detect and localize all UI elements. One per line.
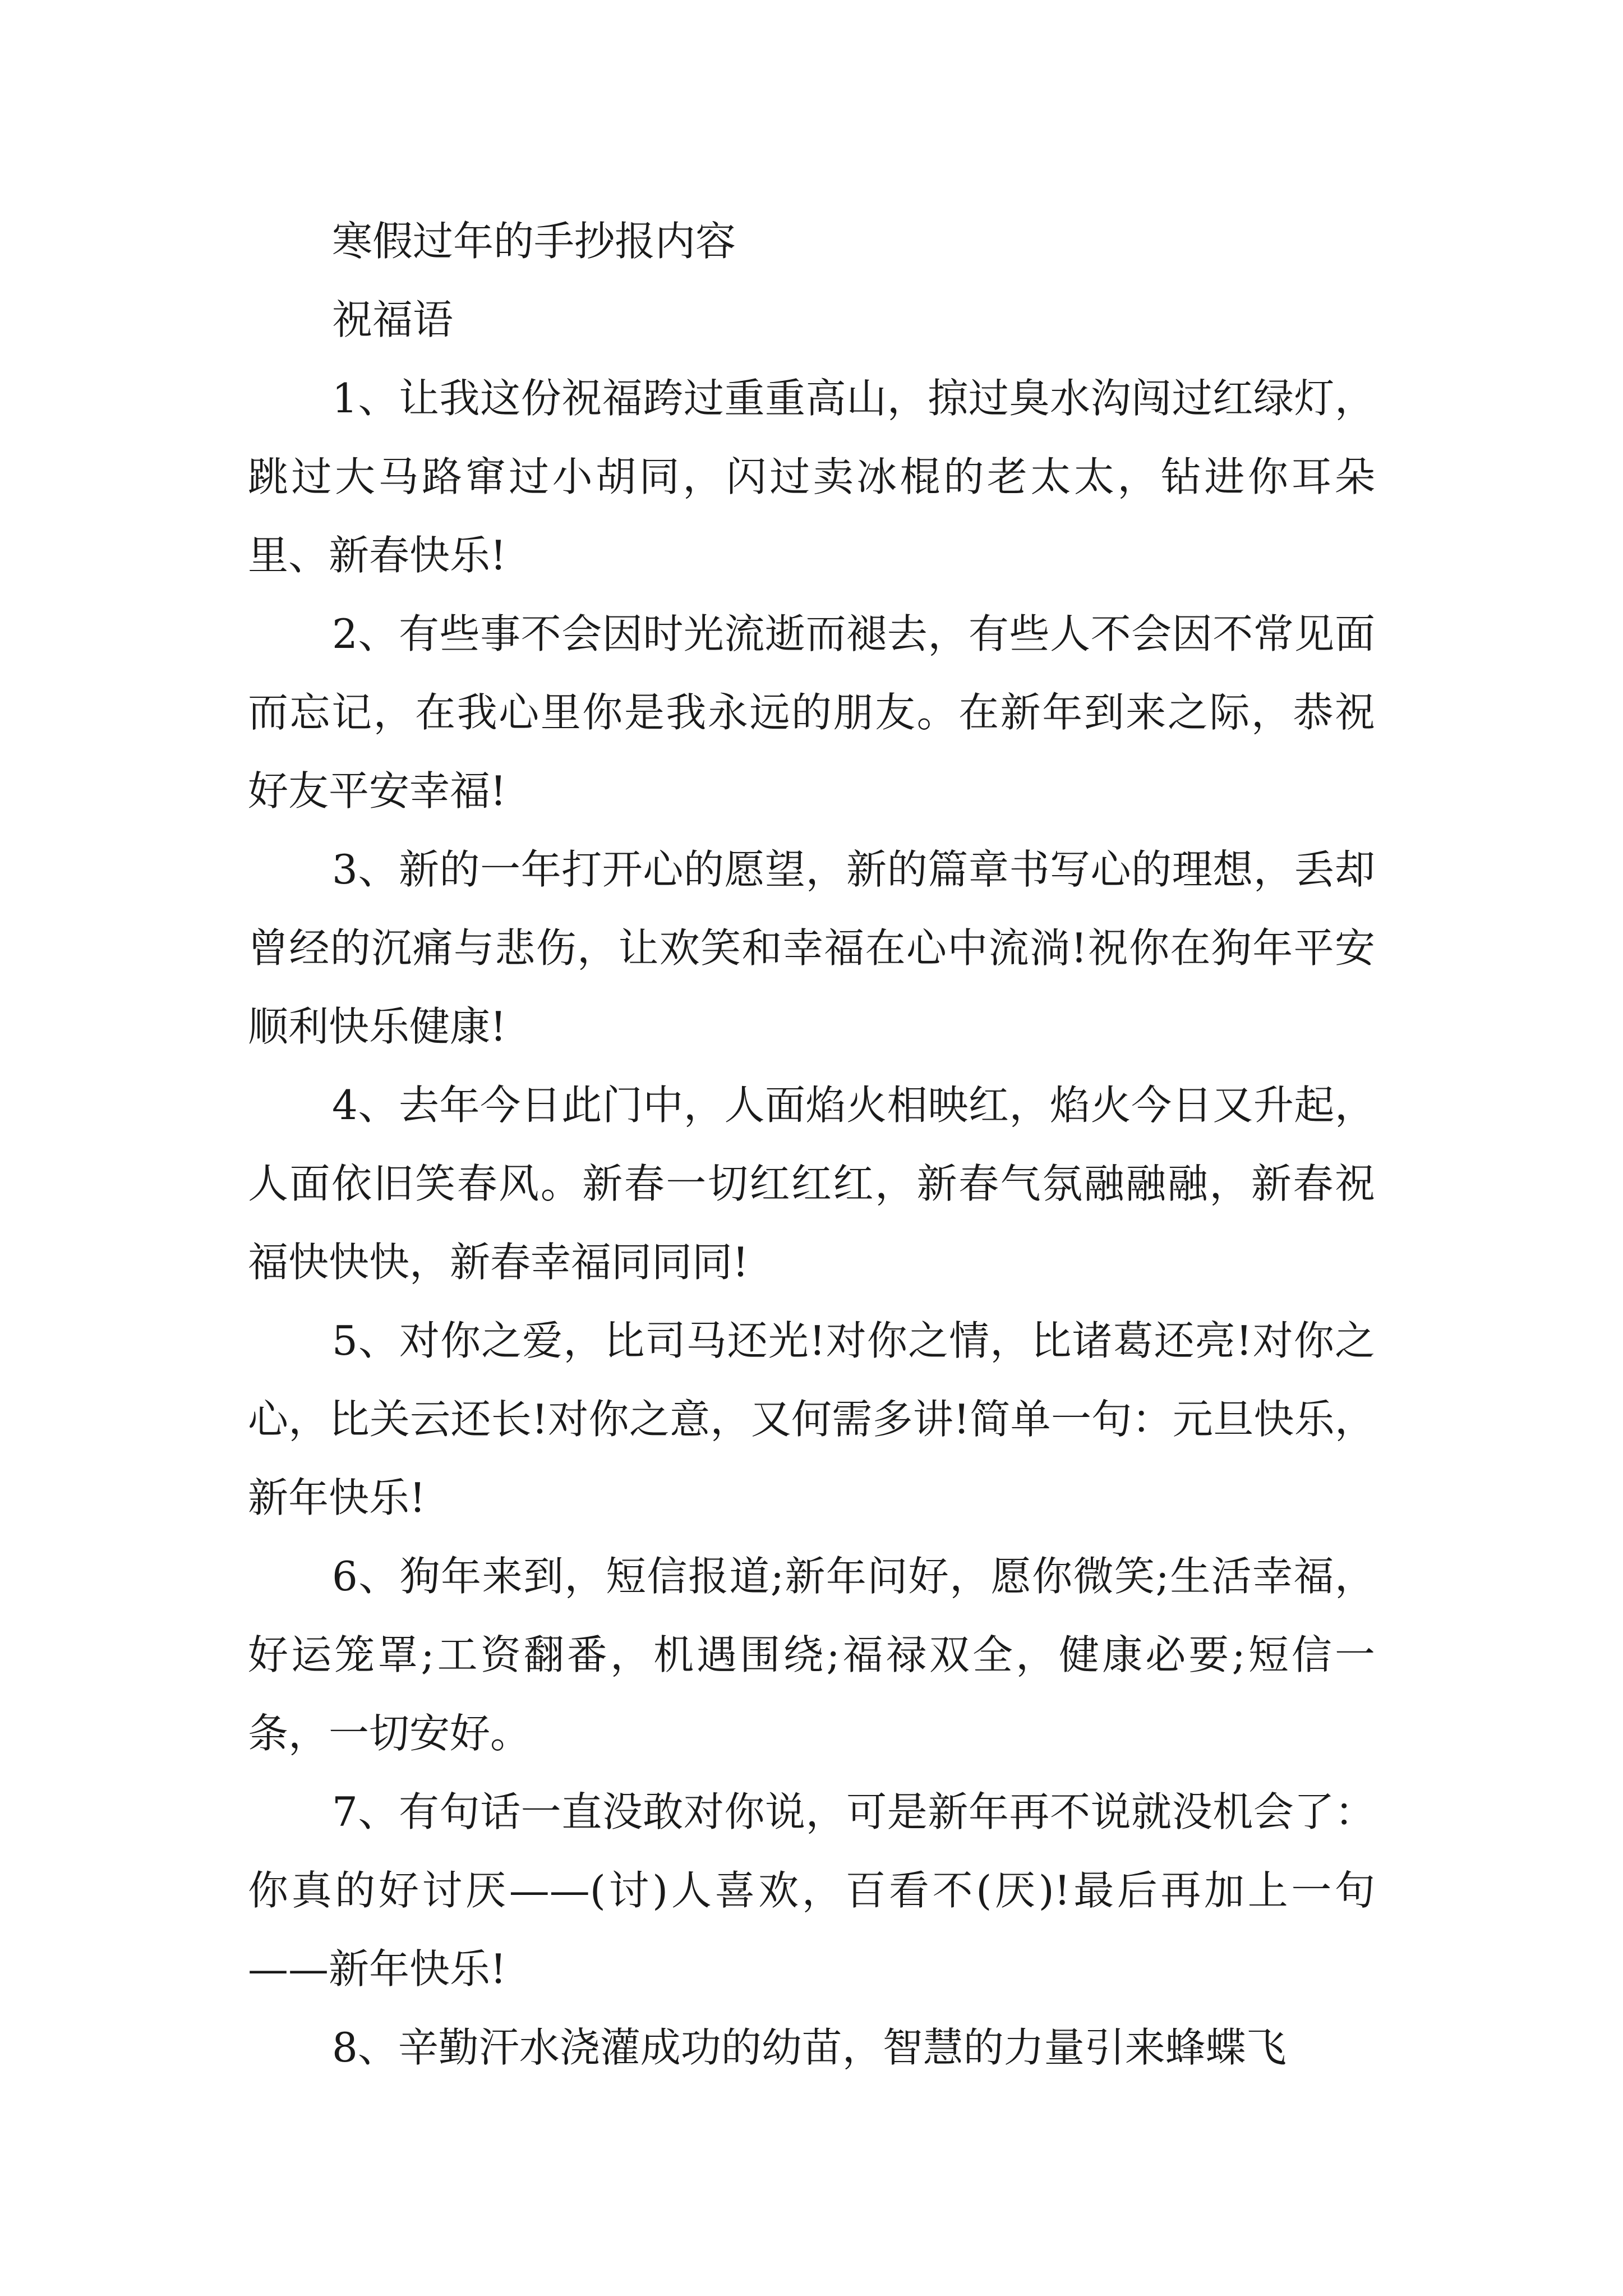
paragraph-8: 8、辛勤汗水浇灌成功的幼苗，智慧的力量引来蜂蝶飞 bbox=[332, 2024, 1287, 2071]
document-title: 寒假过年的手抄报内容 bbox=[332, 218, 736, 265]
paragraph-4: 4、去年今日此门中，人面焰火相映红，焰火今日又升起，人面依旧笑春风。新春一切红红红，新春气氛融融融，新春祝福快快快，新春幸福同同同! bbox=[248, 1082, 1375, 1286]
paragraph-7: 7、有句话一直没敢对你说，可是新年再不说就没机会了：你真的好讨厌——(讨)人喜欢，百看不(厌)!最后再加上一句——新年快乐! bbox=[248, 1788, 1375, 1993]
paragraph-1: 1、让我这份祝福跨过重重高山，掠过臭水沟闯过红绿灯，跳过大马路窜过小胡同，闪过卖冰棍的老太太，钻进你耳朵里、新春快乐! bbox=[248, 375, 1375, 579]
paragraph-3: 3、新的一年打开心的愿望，新的篇章书写心的理想，丢却曾经的沉痛与悲伤，让欢笑和幸福在心中流淌!祝你在狗年平安顺利快乐健康! bbox=[248, 846, 1375, 1050]
paragraph-5: 5、对你之爱，比司马还光!对你之情，比诸葛还亮!对你之心，比关云还长!对你之意，又何需多讲!简单一句：元旦快乐，新年快乐! bbox=[248, 1317, 1375, 1521]
paragraph-2: 2、有些事不会因时光流逝而褪去，有些人不会因不常见面而忘记，在我心里你是我永远的朋友。在新年到来之际，恭祝好友平安幸福! bbox=[248, 610, 1375, 815]
paragraph-6: 6、狗年来到，短信报道;新年问好，愿你微笑;生活幸福，好运笼罩;工资翻番，机遇围绕;福禄双全，健康必要;短信一条，一切安好。 bbox=[248, 1553, 1375, 1757]
section-heading: 祝福语 bbox=[332, 296, 454, 343]
document-body bbox=[248, 202, 1375, 2087]
